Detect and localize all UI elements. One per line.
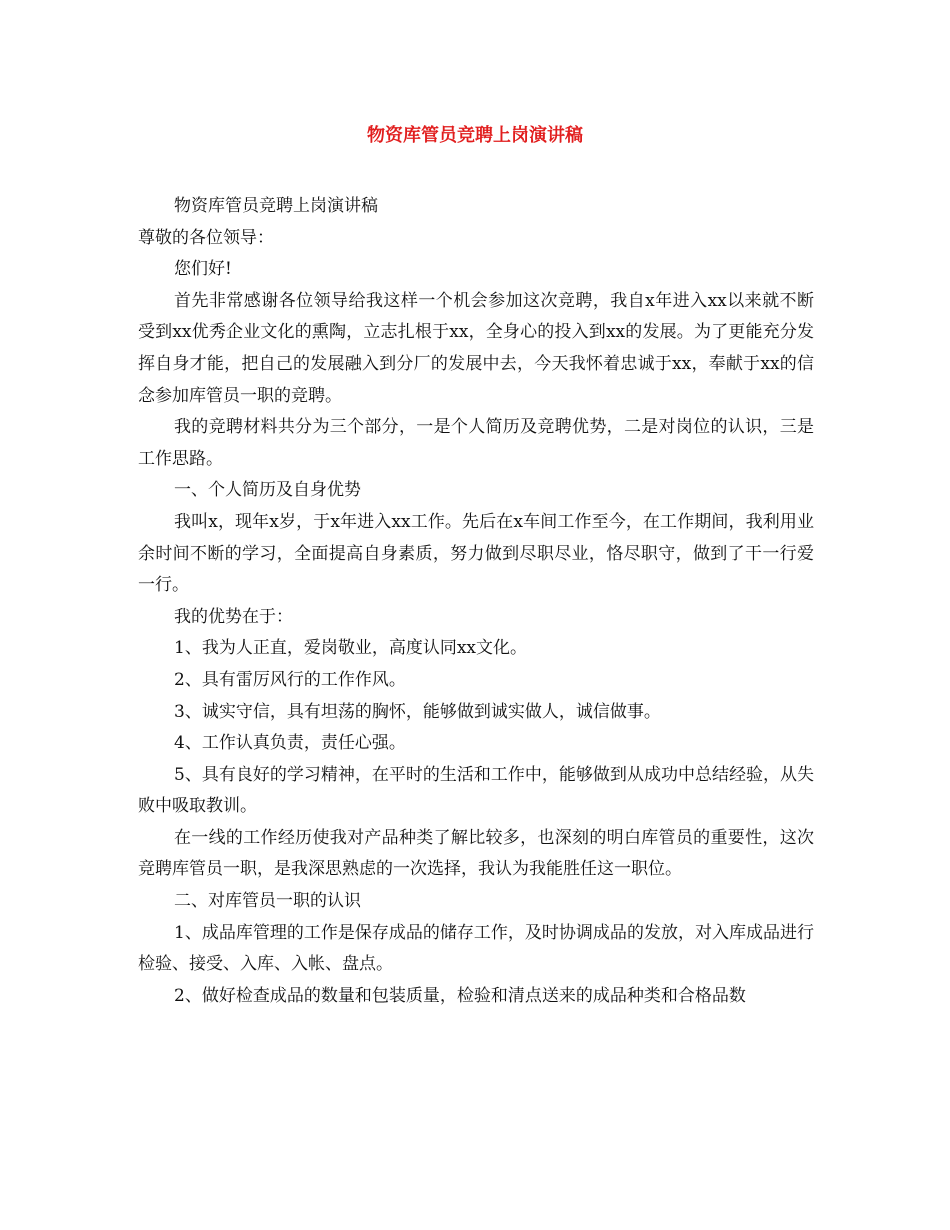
paragraph: 我的竞聘材料共分为三个部分，一是个人简历及竞聘优势，二是对岗位的认识，三是工作思路。 [138, 417, 814, 469]
list-item: 1、成品库管理的工作是保存成品的储存工作，及时协调成品的发放，对入库成品进行检验、接受、入库、入帐、盘点。 [138, 922, 814, 975]
paragraph: 我叫x，现年x岁，于x年进入xx工作。先后在x车间工作至今，在工作期间，我利用业余时间不断的学习，全面提高自身素质，努力做到尽职尽业，恪尽职守，做到了干一行爱一行。 [138, 511, 814, 596]
document-title: 物资库管员竞聘上岗演讲稿 [367, 125, 583, 146]
paragraph: 物资库管员竞聘上岗演讲稿 [174, 196, 378, 216]
list-item: 1、我为人正直，爱岗敬业，高度认同xx文化。 [174, 638, 527, 659]
list-item: 5、具有良好的学习精神，在平时的生活和工作中，能够做到从成功中总结经验，从失败中吸取教训。 [138, 764, 814, 817]
list-item: 2、具有雷厉风行的工作作风。 [174, 669, 406, 690]
paragraph: 您们好! [174, 259, 232, 280]
paragraph: 尊敬的各位领导： [138, 227, 274, 248]
section-heading: 一、个人简历及自身优势 [174, 480, 361, 501]
paragraph: 在一线的工作经历使我对产品种类了解比较多，也深刻的明白库管员的重要性，这次竞聘库管员一职，是我深思熟虑的一次选择，我认为我能胜任这一职位。 [138, 827, 814, 880]
document-body [138, 191, 814, 1012]
list-item: 2、做好检查成品的数量和包装质量，检验和清点送来的成品种类和合格品数 [174, 985, 746, 1006]
list-item: 3、诚实守信，具有坦荡的胸怀，能够做到诚实做人，诚信做事。 [174, 701, 661, 722]
list-item: 4、工作认真负责，责任心强。 [174, 733, 406, 754]
section-heading: 二、对库管员一职的认识 [174, 891, 361, 912]
paragraph: 首先非常感谢各位领导给我这样一个机会参加这次竞聘，我自x年进入xx以来就不断受到xx优秀企业文化的熏陶，立志扎根于xx，全身心的投入到xx的发展。为了更能充分发挥自身才能，把自己的发展融入到分厂的发展中去，今天我怀着忠诚于xx，奉献于xx的信念参加库管员一职的竞聘。 [138, 290, 814, 406]
paragraph: 我的优势在于： [174, 606, 293, 627]
